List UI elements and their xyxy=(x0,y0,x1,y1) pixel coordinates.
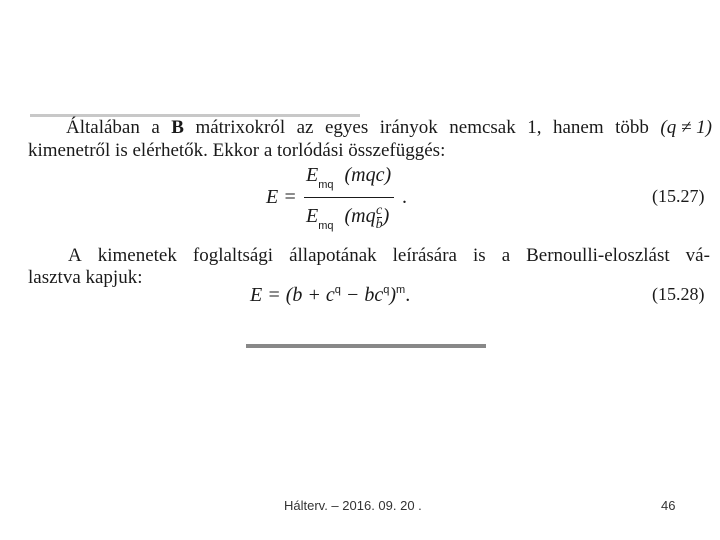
slide-page-number: 46 xyxy=(661,498,676,513)
word: több xyxy=(615,117,649,138)
word-condition: (q ≠ 1) xyxy=(660,117,712,138)
word: foglaltsági xyxy=(192,245,274,266)
equation-15-27-fraction-bar xyxy=(304,197,394,198)
word: egyes xyxy=(324,117,369,138)
cropped-text-bottom xyxy=(246,344,486,348)
paragraph-1-line-1 xyxy=(66,117,712,139)
equation-15-27-denominator: $E_{mq}$ $(mq\frac{c}{b})$ xyxy=(306,203,390,233)
word: A xyxy=(68,245,82,266)
word: 1, xyxy=(527,117,542,138)
word: Bernoulli-eloszlást xyxy=(526,245,670,266)
equation-15-27-period: . xyxy=(402,186,407,208)
word: az xyxy=(296,117,314,138)
inner-fraction: $\frac{c}{b}$ xyxy=(375,203,383,232)
paragraph-1-line-2: kimenetről is elérhetők. Ekkor a torlódási összefüggés: xyxy=(28,140,446,161)
word: is xyxy=(473,245,486,266)
slide-footer-text: Hálterv. – 2016. 09. 20 . xyxy=(284,498,422,513)
word: hanem xyxy=(552,117,604,138)
word: Általában xyxy=(66,117,140,138)
word: kimenetek xyxy=(97,245,177,266)
equation-number-15-27: (15.27) xyxy=(652,186,705,206)
paragraph-2-line-1 xyxy=(68,245,710,267)
word: leírására xyxy=(392,245,457,266)
equation-15-27-numerator: $E_{mq}$ (mqc) xyxy=(306,164,392,191)
word-matrix-b: B xyxy=(171,117,184,138)
equation-15-27-lhs: E = xyxy=(266,186,297,208)
word: mátrixokról xyxy=(195,117,286,138)
equation-number-15-28: (15.28) xyxy=(652,284,705,304)
word: a xyxy=(501,245,511,266)
equation-15-28: $E = (b + c^q - bc^q)^m$. xyxy=(250,284,411,306)
word: vá- xyxy=(685,245,710,266)
word: nemcsak xyxy=(449,117,516,138)
word: állapotának xyxy=(289,245,377,266)
word: a xyxy=(151,117,160,138)
paragraph-2-line-2: lasztva kapjuk: xyxy=(28,267,143,288)
word: irányok xyxy=(379,117,438,138)
